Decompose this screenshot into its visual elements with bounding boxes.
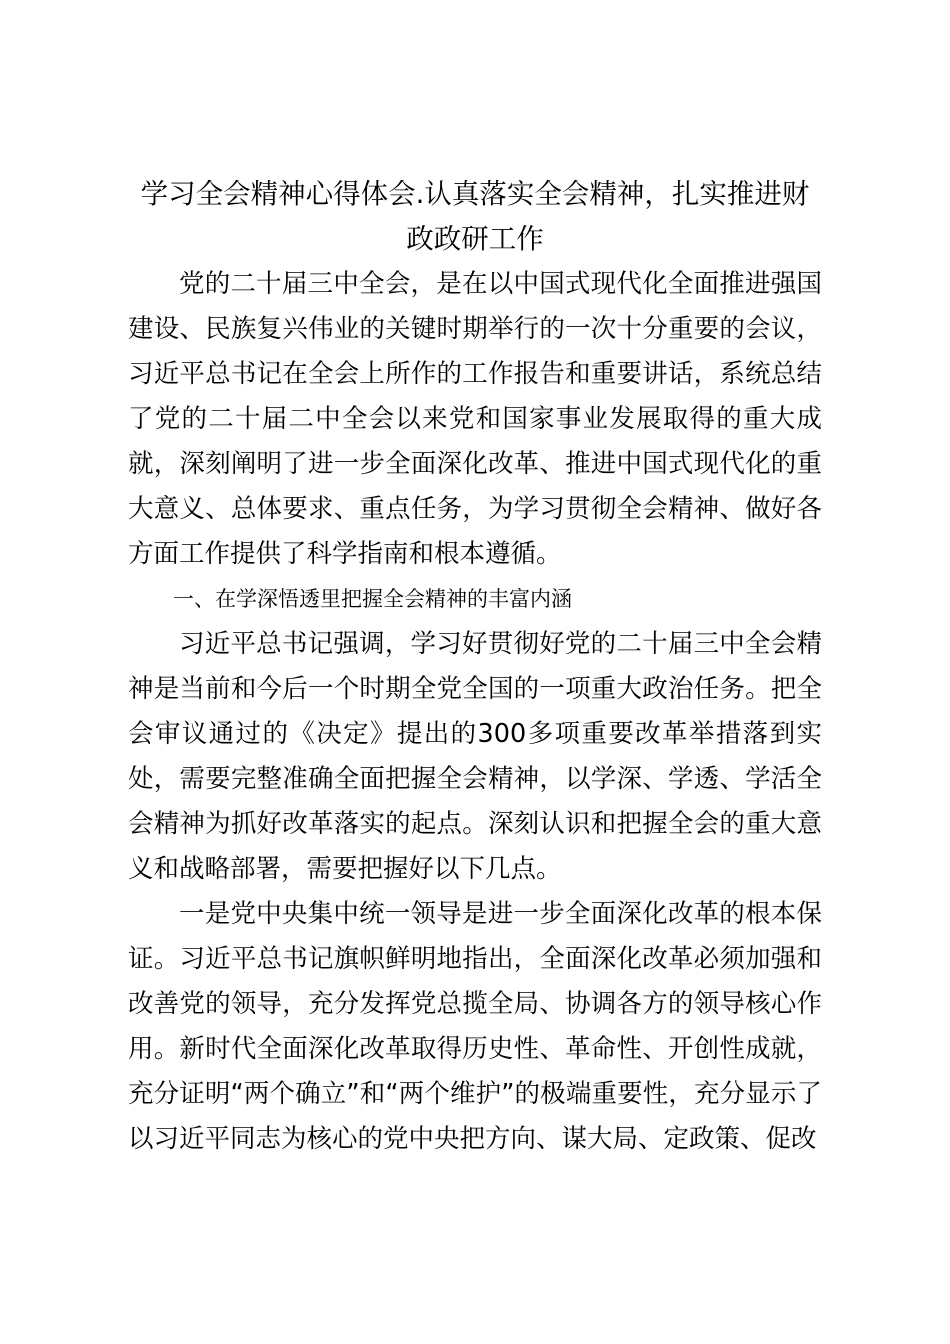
- section-heading: 一、在学深悟透里把握全会精神的丰富内涵: [173, 587, 572, 611]
- document-page: [128, 172, 822, 1162]
- section-paragraph-1: 习近平总书记强调，学习好贯彻好党的二十届三中全会精神是当前和今后一个时期全党全国的一项重大政治任务。把全会审议通过的《决定》提出的300多项重要改革举措落到实处，需要完整准确全面把握全会精神，以学深、学透、学活全会精神为抓好改革落实的起点。深刻认识和把握全会的重大意义和战略部署，需要把握好以下几点。: [128, 629, 822, 884]
- intro-paragraph: 党的二十届三中全会，是在以中国式现代化全面推进强国建设、民族复兴伟业的关键时期举行的一次十分重要的会议，习近平总书记在全会上所作的工作报告和重要讲话，系统总结了党的二十届二中全会以来党和国家事业发展取得的重大成就，深刻阐明了进一步全面深化改革、推进中国式现代化的重大意义、总体要求、重点任务，为学习贯彻全会精神、做好各方面工作提供了科学指南和根本遵循。: [128, 269, 822, 569]
- section-paragraph-2: 一是党中央集中统一领导是进一步全面深化改革的根本保证。习近平总书记旗帜鲜明地指出，全面深化改革必须加强和改善党的领导，充分发挥党总揽全局、协调各方的领导核心作用。新时代全面深化改革取得历史性、革命性、开创性成就，充分证明“两个确立”和“两个维护”的极端重要性，充分显示了以习近平同志为核心的党中央把方向、谋大局、定政策、促改: [128, 899, 822, 1154]
- document-title: 学习全会精神心得体会.认真落实全会精神，扎实推进财政政研工作: [140, 178, 810, 255]
